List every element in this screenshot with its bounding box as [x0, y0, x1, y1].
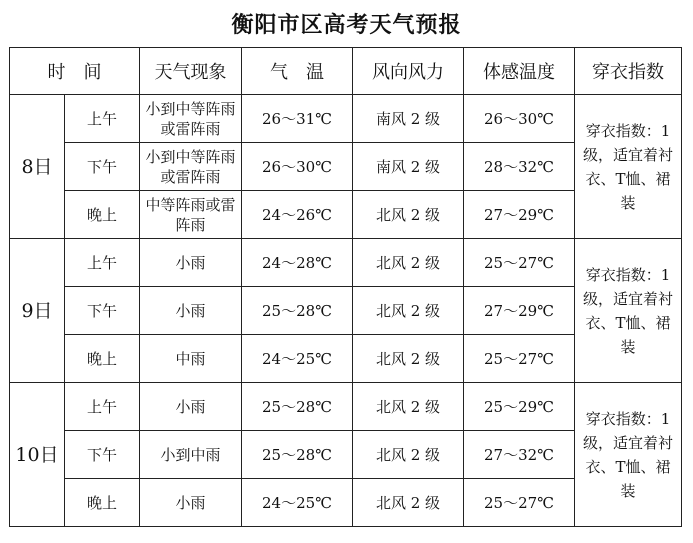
- day-label: 8日: [10, 95, 65, 239]
- period-cell: 上午: [65, 383, 140, 431]
- wind-cell: 北风 2 级: [353, 335, 464, 383]
- wind-cell: 南风 2 级: [353, 95, 464, 143]
- period-cell: 上午: [65, 95, 140, 143]
- weather-table: [9, 47, 682, 527]
- wind-cell: 北风 2 级: [353, 431, 464, 479]
- phenomenon-cell: 中雨: [140, 335, 242, 383]
- feels-like-cell: 25～27℃: [464, 239, 575, 287]
- period-cell: 上午: [65, 239, 140, 287]
- wind-cell: 北风 2 级: [353, 191, 464, 239]
- page-title: 衡阳市区高考天气预报: [231, 13, 462, 38]
- day-label: 10日: [10, 383, 65, 527]
- wind-cell: 北风 2 级: [353, 383, 464, 431]
- table-row: [10, 383, 682, 431]
- feels-like-cell: 25～27℃: [464, 335, 575, 383]
- phenomenon-cell: 小到中等阵雨或雷阵雨: [140, 143, 242, 191]
- feels-like-cell: 27～29℃: [464, 191, 575, 239]
- period-cell: 下午: [65, 431, 140, 479]
- wind-cell: 北风 2 级: [353, 287, 464, 335]
- phenomenon-cell: 小到中等阵雨或雷阵雨: [140, 95, 242, 143]
- temperature-cell: 24～25℃: [242, 335, 353, 383]
- temperature-cell: 26～30℃: [242, 143, 353, 191]
- period-cell: 晚上: [65, 479, 140, 527]
- temperature-cell: 24～25℃: [242, 479, 353, 527]
- wind-cell: 北风 2 级: [353, 479, 464, 527]
- wind-cell: 北风 2 级: [353, 239, 464, 287]
- feels-like-cell: 28～32℃: [464, 143, 575, 191]
- temperature-cell: 26～31℃: [242, 95, 353, 143]
- table-row: [10, 239, 682, 287]
- period-cell: 晚上: [65, 191, 140, 239]
- header-feels-like: 体感温度: [464, 48, 575, 95]
- header-time: 时 间: [10, 48, 140, 95]
- phenomenon-cell: 小到中雨: [140, 431, 242, 479]
- phenomenon-cell: 小雨: [140, 287, 242, 335]
- temperature-cell: 25～28℃: [242, 431, 353, 479]
- table-row: [10, 95, 682, 143]
- header-phenomenon: 天气现象: [140, 48, 242, 95]
- phenomenon-cell: 小雨: [140, 239, 242, 287]
- feels-like-cell: 27～29℃: [464, 287, 575, 335]
- period-cell: 晚上: [65, 335, 140, 383]
- feels-like-cell: 27～32℃: [464, 431, 575, 479]
- header-temperature: 气 温: [242, 48, 353, 95]
- dressing-index-cell: 穿衣指数：1级，适宜着衬衣、T恤、裙装: [575, 383, 682, 527]
- dressing-index-cell: 穿衣指数：1级，适宜着衬衣、T恤、裙装: [575, 95, 682, 239]
- temperature-cell: 24～26℃: [242, 191, 353, 239]
- day-label: 9日: [10, 239, 65, 383]
- feels-like-cell: 25～29℃: [464, 383, 575, 431]
- temperature-cell: 25～28℃: [242, 383, 353, 431]
- dressing-index-cell: 穿衣指数：1级，适宜着衬衣、T恤、裙装: [575, 239, 682, 383]
- wind-cell: 南风 2 级: [353, 143, 464, 191]
- temperature-cell: 24～28℃: [242, 239, 353, 287]
- period-cell: 下午: [65, 143, 140, 191]
- phenomenon-cell: 小雨: [140, 479, 242, 527]
- period-cell: 下午: [65, 287, 140, 335]
- phenomenon-cell: 小雨: [140, 383, 242, 431]
- header-wind: 风向风力: [353, 48, 464, 95]
- feels-like-cell: 25～27℃: [464, 479, 575, 527]
- header-dressing: 穿衣指数: [575, 48, 682, 95]
- feels-like-cell: 26～30℃: [464, 95, 575, 143]
- temperature-cell: 25～28℃: [242, 287, 353, 335]
- header-row: [10, 48, 682, 95]
- phenomenon-cell: 中等阵雨或雷阵雨: [140, 191, 242, 239]
